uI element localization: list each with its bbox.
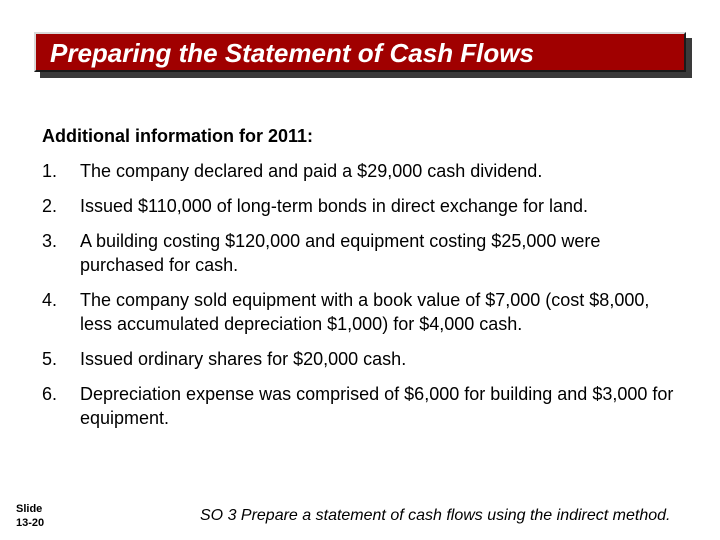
list-item	[42, 382, 682, 430]
list-item-text: The company sold equipment with a book value of $7,000 (cost $8,000, less accumulated depreciation $1,000) for $4,000 cash.	[80, 290, 650, 334]
slide-title: Preparing the Statement of Cash Flows	[50, 38, 534, 68]
slide-label-text: Slide	[16, 503, 43, 515]
slide-content	[42, 124, 682, 441]
list-item	[42, 229, 682, 277]
list-item-text: A building costing $120,000 and equipment costing $25,000 were purchased for cash.	[80, 231, 601, 275]
list-item-number: 2.	[42, 196, 58, 216]
list-item-number: 5.	[42, 349, 58, 369]
list-item	[42, 288, 682, 336]
study-objective-footer: SO 3 Prepare a statement of cash flows using the indirect method.	[200, 507, 671, 524]
list-item-text: Depreciation expense was comprised of $6,000 for building and $3,000 for equipment.	[80, 384, 674, 428]
list-item	[42, 194, 682, 218]
slide-number: 13-20	[16, 517, 45, 529]
list-item-text: Issued $110,000 of long-term bonds in direct exchange for land.	[80, 196, 588, 216]
list-item-text: The company declared and paid a $29,000 cash dividend.	[80, 161, 543, 181]
list-item-number: 3.	[42, 231, 58, 251]
intro-text: Additional information for 2011:	[42, 126, 314, 146]
list-item-number: 6.	[42, 384, 58, 404]
list-item-text: Issued ordinary shares for $20,000 cash.	[80, 349, 407, 369]
list-item-number: 1.	[42, 161, 58, 181]
list-item	[42, 347, 682, 371]
slide-number-label	[16, 502, 44, 530]
title-bar	[34, 32, 686, 72]
list-item-number: 4.	[42, 290, 58, 310]
list-item	[42, 159, 682, 183]
